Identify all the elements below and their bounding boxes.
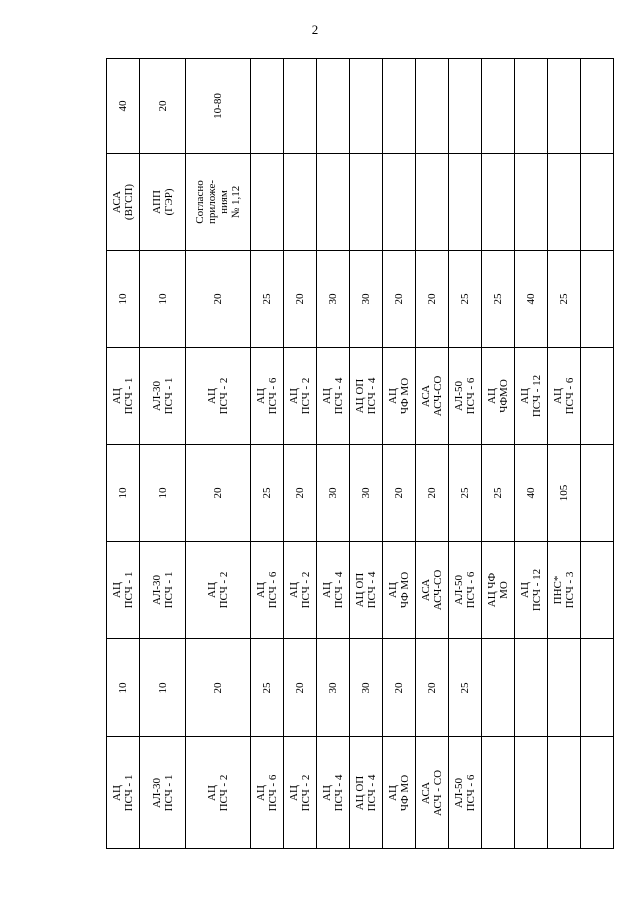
cell-text: АСА АСЧ-СО [420, 375, 444, 417]
table-cell [383, 348, 416, 445]
table-cell [251, 639, 284, 737]
cell-text: АЦ ЧФ МО [387, 774, 411, 811]
cell-text: 10 [117, 487, 129, 499]
table-cell [449, 154, 482, 251]
cell-text: АЦ ПСЧ - 2 [288, 377, 312, 415]
cell-text: АЦ ПСЧ - 1 [111, 377, 135, 415]
table-cell [515, 59, 548, 154]
cell-text: Согласно приложе- ниям № 1,12 [194, 180, 242, 224]
cell-text: АЦ ПСЧ - 1 [111, 571, 135, 609]
table-cell [107, 542, 140, 639]
table-cell [449, 59, 482, 154]
cell-text: 40 [525, 487, 537, 499]
table-cell [186, 639, 251, 737]
table-cell [548, 542, 581, 639]
table-cell [350, 737, 383, 849]
table-cell [251, 154, 284, 251]
cell-text: АЦ ПСЧ - 2 [206, 774, 230, 811]
table-cell [581, 445, 614, 542]
table-row [107, 154, 614, 251]
cell-text: 20 [156, 100, 169, 112]
table-cell [383, 154, 416, 251]
table-cell [515, 154, 548, 251]
cell-text: 10 [156, 682, 169, 693]
table-cell [251, 251, 284, 348]
cell-text: 20 [426, 682, 438, 693]
table-cell [482, 737, 515, 849]
table-cell [107, 639, 140, 737]
table-cell [251, 59, 284, 154]
cell-text: АЦ ПСЧ - 6 [552, 377, 576, 415]
table-cell [383, 251, 416, 348]
table-row [107, 251, 614, 348]
table-cell [284, 639, 317, 737]
table-cell [416, 737, 449, 849]
table-cell [317, 251, 350, 348]
table-cell [449, 639, 482, 737]
table-cell [350, 348, 383, 445]
table-cell [416, 251, 449, 348]
cell-text: 20 [426, 293, 438, 305]
table-cell [186, 59, 251, 154]
cell-text: АСА АСЧ - СО [420, 769, 444, 816]
table-cell [107, 445, 140, 542]
table-cell [449, 445, 482, 542]
cell-text: 30 [327, 293, 339, 305]
table-cell [284, 59, 317, 154]
table-cell [317, 639, 350, 737]
table-cell [350, 59, 383, 154]
cell-text: АСА (ВГСП) [111, 183, 135, 221]
table-cell [383, 542, 416, 639]
table-cell [383, 639, 416, 737]
cell-text: АЛ-50 ПСЧ - 6 [453, 377, 477, 415]
table-row [107, 542, 614, 639]
cell-text: АЦ ПСЧ - 6 [255, 377, 279, 415]
table-row [107, 59, 614, 154]
table-cell [317, 154, 350, 251]
cell-text: АЦ ЧФ МО [486, 572, 510, 608]
table-cell [482, 639, 515, 737]
cell-text: 20 [426, 487, 438, 499]
table-cell [140, 542, 186, 639]
cell-text: 25 [261, 487, 273, 499]
table-cell [140, 59, 186, 154]
rotated-table [106, 58, 596, 848]
cell-text: 10 [156, 293, 169, 305]
cell-text: 20 [393, 293, 405, 305]
cell-text: АЛ-30 ПСЧ - 1 [150, 571, 175, 609]
cell-text: АЦ ПСЧ - 1 [111, 774, 135, 811]
table-cell [581, 737, 614, 849]
cell-text: АЦ ПСЧ - 2 [206, 377, 230, 415]
table-cell [515, 639, 548, 737]
cell-text: АСА АСЧ-СО [420, 569, 444, 611]
cell-text: АЦ ЧФМО [486, 379, 510, 413]
cell-text: 105 [558, 484, 570, 502]
table-row [107, 639, 614, 737]
cell-text: АПП (ГЭР) [150, 188, 175, 216]
table-cell [284, 154, 317, 251]
table-cell [416, 639, 449, 737]
cell-text: АЛ-50 ПСЧ - 6 [453, 571, 477, 609]
table-cell [251, 542, 284, 639]
table-cell [482, 154, 515, 251]
table-cell [581, 542, 614, 639]
table-cell [515, 348, 548, 445]
table-cell [548, 445, 581, 542]
table-cell [482, 445, 515, 542]
table-cell [317, 348, 350, 445]
table-cell [383, 737, 416, 849]
cell-text: 20 [212, 682, 224, 693]
table-cell [515, 542, 548, 639]
cell-text: АЦ ПСЧ - 12 [519, 374, 543, 418]
table-cell [581, 639, 614, 737]
table-cell [350, 251, 383, 348]
cell-text: 20 [212, 293, 224, 305]
cell-text: АЦ ПСЧ - 6 [255, 774, 279, 811]
cell-text: АЦ ОП ПСЧ - 4 [354, 377, 378, 415]
table-cell [416, 348, 449, 445]
table-cell [251, 737, 284, 849]
table-cell [581, 154, 614, 251]
cell-text: 20 [393, 487, 405, 499]
table-cell [482, 251, 515, 348]
table-cell [317, 542, 350, 639]
table-cell [140, 251, 186, 348]
cell-text: АЦ ПСЧ - 6 [255, 571, 279, 609]
table-cell [186, 348, 251, 445]
table-cell [416, 542, 449, 639]
table-cell [548, 154, 581, 251]
table-cell [140, 639, 186, 737]
table-cell [383, 445, 416, 542]
cell-text: АЦ ПСЧ - 4 [321, 377, 345, 415]
table-cell [107, 737, 140, 849]
table-cell [515, 445, 548, 542]
cell-text: 40 [117, 100, 129, 112]
table-cell [449, 251, 482, 348]
cell-text: АЛ-50 ПСЧ - 6 [453, 774, 477, 811]
table-cell [140, 737, 186, 849]
table-cell [548, 639, 581, 737]
table-cell [449, 348, 482, 445]
cell-text: 30 [360, 682, 372, 693]
table-cell [107, 251, 140, 348]
table-cell [416, 59, 449, 154]
table-cell [284, 348, 317, 445]
table-cell [383, 59, 416, 154]
table-cell [140, 348, 186, 445]
cell-text: АЦ ЧФ МО [387, 377, 411, 415]
table-cell [416, 154, 449, 251]
cell-text: 40 [525, 293, 537, 305]
table-cell [581, 251, 614, 348]
cell-text: АЛ-30 ПСЧ - 1 [150, 774, 175, 811]
cell-text: 25 [459, 682, 471, 693]
cell-text: 25 [492, 293, 504, 305]
table-cell [482, 348, 515, 445]
table-cell [284, 251, 317, 348]
table-cell [350, 154, 383, 251]
table-cell [317, 737, 350, 849]
cell-text: АЦ ПСЧ - 2 [288, 571, 312, 609]
table-cell [284, 542, 317, 639]
cell-text: АЦ ЧФ МО [387, 571, 411, 609]
cell-text: 30 [327, 487, 339, 499]
table-cell [449, 542, 482, 639]
table-cell [482, 59, 515, 154]
table-cell [186, 445, 251, 542]
cell-text: АЦ ПСЧ - 12 [519, 568, 543, 612]
cell-text: 10 [156, 487, 169, 499]
table-row [107, 737, 614, 849]
table-cell [482, 542, 515, 639]
cell-text: 20 [294, 293, 306, 305]
cell-text: АЦ ПСЧ - 2 [206, 571, 230, 609]
table-row [107, 348, 614, 445]
table-cell [107, 348, 140, 445]
cell-text: 10 [117, 682, 129, 693]
allocation-table [106, 58, 614, 849]
table-cell [107, 59, 140, 154]
cell-text: АЦ ПСЧ - 4 [321, 774, 345, 811]
cell-text: 20 [294, 682, 306, 693]
table-cell [284, 737, 317, 849]
cell-text: 30 [360, 487, 372, 499]
cell-text: 25 [459, 487, 471, 499]
table-cell [548, 737, 581, 849]
cell-text: АЛ-30 ПСЧ - 1 [150, 377, 175, 415]
table-cell [350, 542, 383, 639]
table-cell [548, 251, 581, 348]
table-cell [140, 154, 186, 251]
cell-text: 10-80 [212, 93, 224, 119]
table-cell [186, 251, 251, 348]
table-cell [107, 154, 140, 251]
table-cell [284, 445, 317, 542]
cell-text: 25 [558, 293, 570, 305]
cell-text: 25 [261, 682, 273, 693]
table-cell [317, 59, 350, 154]
table-cell [416, 445, 449, 542]
table-cell [140, 445, 186, 542]
table-cell [515, 737, 548, 849]
table-row [107, 445, 614, 542]
cell-text: АЦ ПСЧ - 4 [321, 571, 345, 609]
table-cell [186, 154, 251, 251]
cell-text: АЦ ОП ПСЧ - 4 [354, 774, 378, 811]
cell-text: 20 [294, 487, 306, 499]
table-cell [186, 542, 251, 639]
cell-text: 20 [393, 682, 405, 693]
table-cell [350, 639, 383, 737]
cell-text: 10 [117, 293, 129, 305]
cell-text: ПНС* ПСЧ - 3 [552, 571, 576, 609]
cell-text: 25 [459, 293, 471, 305]
cell-text: 30 [327, 682, 339, 693]
table-cell [186, 737, 251, 849]
cell-text: 25 [492, 487, 504, 499]
table-cell [548, 348, 581, 445]
page-number: 2 [311, 22, 319, 37]
cell-text: АЦ ОП ПСЧ - 4 [354, 571, 378, 609]
cell-text: 30 [360, 293, 372, 305]
cell-text: АЦ ПСЧ - 2 [288, 774, 312, 811]
table-cell [581, 59, 614, 154]
table-cell [449, 737, 482, 849]
table-cell [515, 251, 548, 348]
table-cell [317, 445, 350, 542]
cell-text: 25 [261, 293, 273, 305]
cell-text: 20 [212, 487, 224, 499]
table-cell [548, 59, 581, 154]
table-cell [581, 348, 614, 445]
table-cell [251, 348, 284, 445]
table-cell [251, 445, 284, 542]
table-cell [350, 445, 383, 542]
